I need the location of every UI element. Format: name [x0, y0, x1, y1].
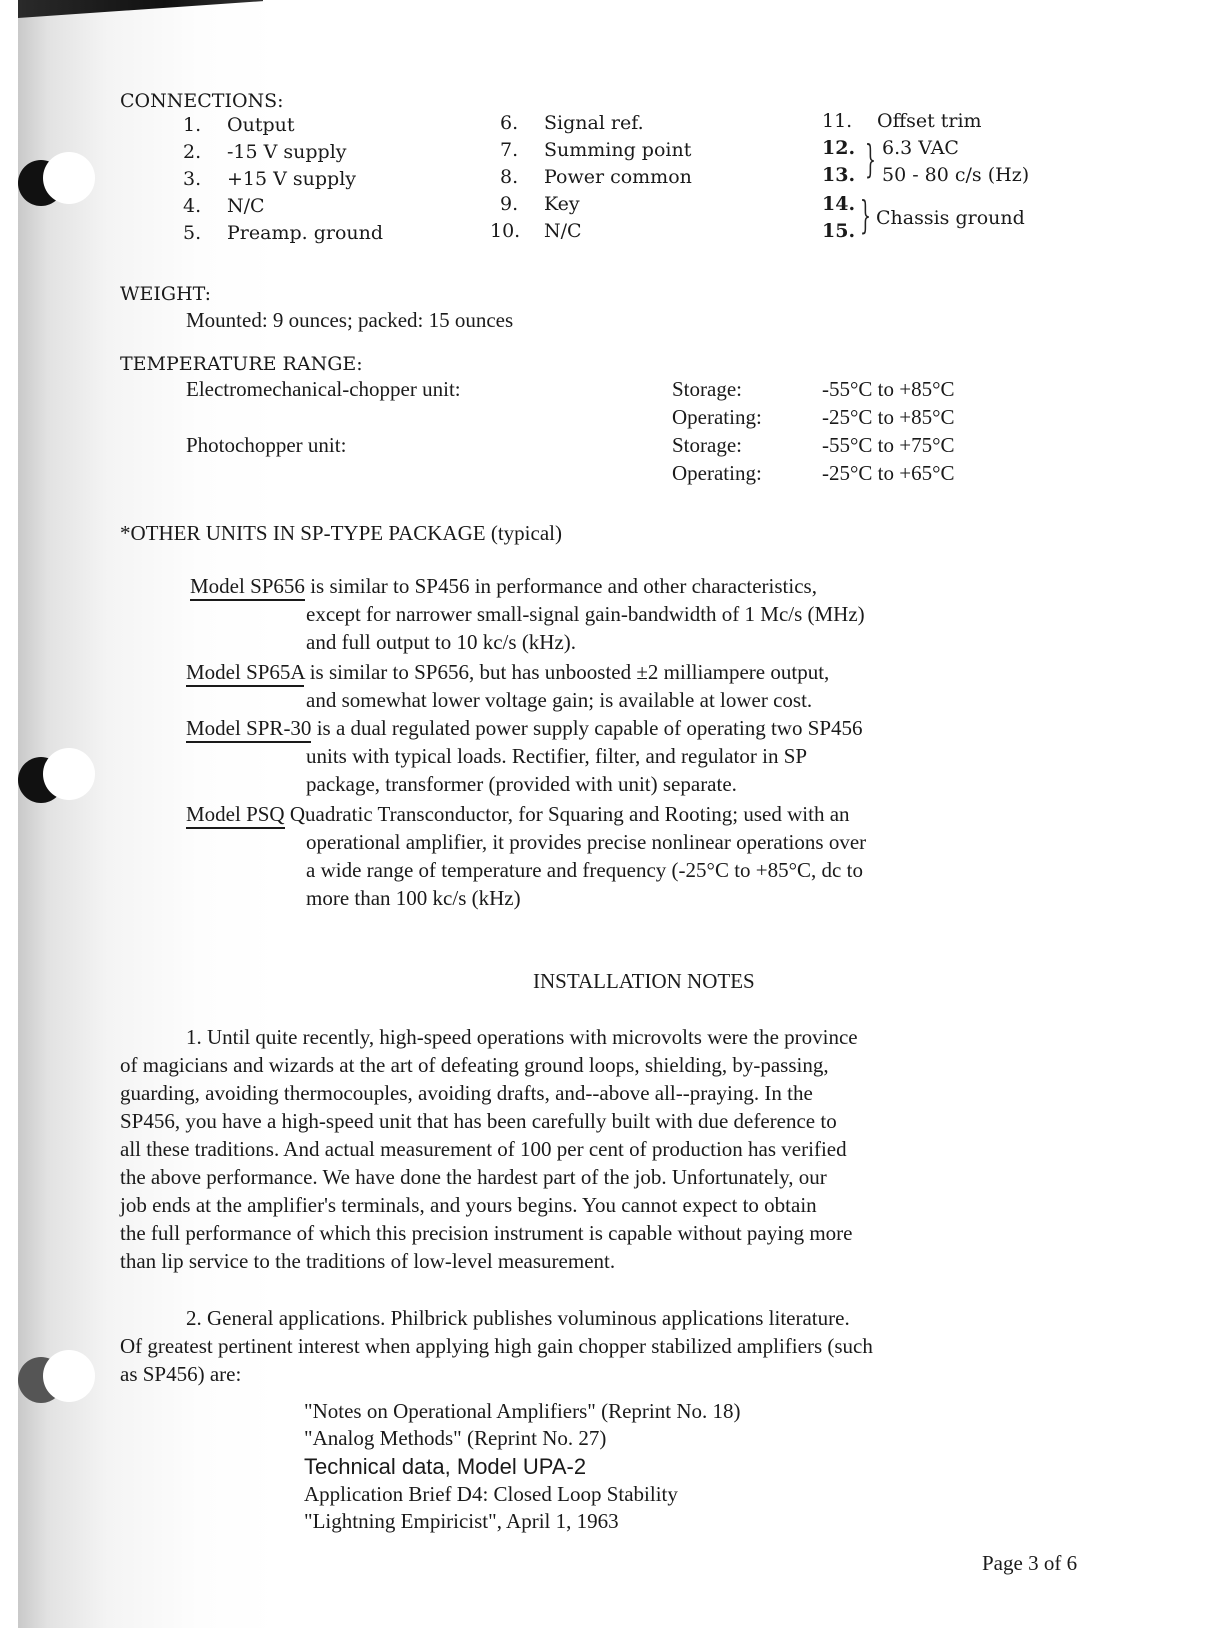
- paragraph-line: job ends at the amplifier's terminals, and yours begins. You cannot expect to obtain: [120, 1193, 817, 1217]
- pin-label: 50 - 80 c/s (Hz): [882, 164, 1030, 186]
- model-desc-cont: package, transformer (provided with unit) separate.: [306, 772, 737, 796]
- punch-hole-bottom: [43, 1350, 95, 1402]
- pin-label: Offset trim: [877, 110, 982, 132]
- reference-item: "Notes on Operational Amplifiers" (Reprint No. 18): [304, 1399, 741, 1423]
- model-name: Model PSQ: [186, 802, 285, 829]
- pin-number: 2.: [183, 141, 202, 163]
- pin-label: 6.3 VAC: [882, 137, 959, 159]
- paragraph-line: 2. General applications. Philbrick publishes voluminous applications literature.: [186, 1306, 850, 1330]
- model-name: Model SP65A: [186, 660, 304, 687]
- pin-label: +15 V supply: [227, 168, 357, 190]
- model-entry: [186, 803, 850, 825]
- paragraph-line: SP456, you have a high-speed unit that has been carefully built with due deference to: [120, 1109, 837, 1133]
- brace-14-15: }: [860, 193, 871, 237]
- weight-text: Mounted: 9 ounces; packed: 15 ounces: [186, 308, 514, 332]
- pin-number: 13.: [822, 164, 856, 186]
- pin-number: 6.: [500, 112, 519, 134]
- model-desc-cont: and full output to 10 kc/s (kHz).: [306, 630, 577, 654]
- pin-number: 1.: [183, 114, 202, 136]
- model-entry: [186, 717, 863, 739]
- reference-item: "Analog Methods" (Reprint No. 27): [304, 1426, 607, 1450]
- pin-label: Chassis ground: [876, 207, 1025, 229]
- reference-item: "Lightning Empiricist", April 1, 1963: [304, 1509, 619, 1533]
- model-name: Model SPR-30: [186, 716, 311, 743]
- brace-12-13: }: [865, 137, 876, 181]
- pin-number: 9.: [500, 193, 519, 215]
- other-units-heading: *OTHER UNITS IN SP-TYPE PACKAGE (typical): [120, 521, 562, 545]
- model-desc-cont: except for narrower small-signal gain-bandwidth of 1 Mc/s (MHz): [306, 602, 865, 626]
- pin-number: 3.: [183, 168, 202, 190]
- pin-label: Signal ref.: [544, 112, 644, 134]
- temp-range: -55°C to +75°C: [822, 433, 955, 457]
- pin-label: Output: [227, 114, 295, 136]
- pin-label: Preamp. ground: [227, 222, 384, 244]
- pin-number: 8.: [500, 166, 519, 188]
- pin-label: Summing point: [544, 139, 692, 161]
- pin-label: N/C: [544, 220, 582, 242]
- pin-number: 14.: [822, 193, 856, 215]
- pin-number: 15.: [822, 220, 856, 242]
- reference-item: Technical data, Model UPA-2: [304, 1454, 587, 1479]
- pin-label: Key: [544, 193, 580, 215]
- weight-heading: WEIGHT:: [120, 283, 212, 305]
- model-desc: Quadratic Transconductor, for Squaring and Rooting; used with an: [284, 802, 850, 826]
- temp-mode: Storage:: [672, 377, 742, 401]
- temperature-heading: TEMPERATURE RANGE:: [120, 353, 363, 375]
- model-desc-cont: and somewhat lower voltage gain; is available at lower cost.: [306, 688, 813, 712]
- punch-hole-middle: [43, 748, 95, 800]
- paragraph-line: of magicians and wizards at the art of defeating ground loops, shielding, by-passing,: [120, 1053, 829, 1077]
- pin-number: 4.: [183, 195, 202, 217]
- punch-hole-top: [43, 152, 95, 204]
- pin-number: 5.: [183, 222, 202, 244]
- temp-mode: Operating:: [672, 405, 762, 429]
- temp-range: -25°C to +85°C: [822, 405, 955, 429]
- pin-label: -15 V supply: [227, 141, 347, 163]
- unit-name: Photochopper unit:: [186, 433, 347, 457]
- model-desc-cont: a wide range of temperature and frequency (-25°C to +85°C, dc to: [306, 858, 863, 882]
- installation-notes-heading: INSTALLATION NOTES: [533, 969, 755, 993]
- page-number: Page 3 of 6: [982, 1551, 1078, 1575]
- paragraph-line: all these traditions. And actual measurement of 100 per cent of production has verified: [120, 1137, 847, 1161]
- connections-heading: CONNECTIONS:: [120, 90, 284, 112]
- paragraph-line: as SP456) are:: [120, 1362, 242, 1386]
- model-desc: is a dual regulated power supply capable of operating two SP456: [311, 716, 863, 740]
- model-entry: [190, 575, 817, 597]
- temp-range: -55°C to +85°C: [822, 377, 955, 401]
- model-desc-cont: more than 100 kc/s (kHz): [306, 886, 521, 910]
- model-desc: is similar to SP656, but has unboosted ±2 milliampere output,: [304, 660, 830, 684]
- model-desc-cont: operational amplifier, it provides precise nonlinear operations over: [306, 830, 867, 854]
- model-desc-cont: units with typical loads. Rectifier, filter, and regulator in SP: [306, 744, 808, 768]
- model-name: Model SP656: [190, 574, 305, 601]
- pin-number: 11.: [822, 110, 853, 132]
- pin-number: 10.: [490, 220, 521, 242]
- paragraph-line: guarding, avoiding thermocouples, avoiding drafts, and--above all--praying. In the: [120, 1081, 813, 1105]
- model-desc: is similar to SP456 in performance and other characteristics,: [304, 574, 817, 598]
- paragraph-line: the above performance. We have done the hardest part of the job. Unfortunately, our: [120, 1165, 827, 1189]
- paragraph-line: 1. Until quite recently, high-speed operations with microvolts were the province: [186, 1025, 858, 1049]
- pin-number: 12.: [822, 137, 856, 159]
- temp-mode: Operating:: [672, 461, 762, 485]
- paragraph-line: Of greatest pertinent interest when applying high gain chopper stabilized amplifiers (such: [120, 1334, 873, 1358]
- temp-mode: Storage:: [672, 433, 742, 457]
- model-entry: [186, 661, 829, 683]
- pin-label: Power common: [544, 166, 692, 188]
- pin-label: N/C: [227, 195, 265, 217]
- reference-item: Application Brief D4: Closed Loop Stability: [304, 1482, 678, 1506]
- paragraph-line: the full performance of which this precision instrument is capable without paying more: [120, 1221, 853, 1245]
- pin-number: 7.: [500, 139, 519, 161]
- temp-range: -25°C to +65°C: [822, 461, 955, 485]
- unit-name: Electromechanical-chopper unit:: [186, 377, 461, 401]
- paragraph-line: than lip service to the traditions of low-level measurement.: [120, 1249, 616, 1273]
